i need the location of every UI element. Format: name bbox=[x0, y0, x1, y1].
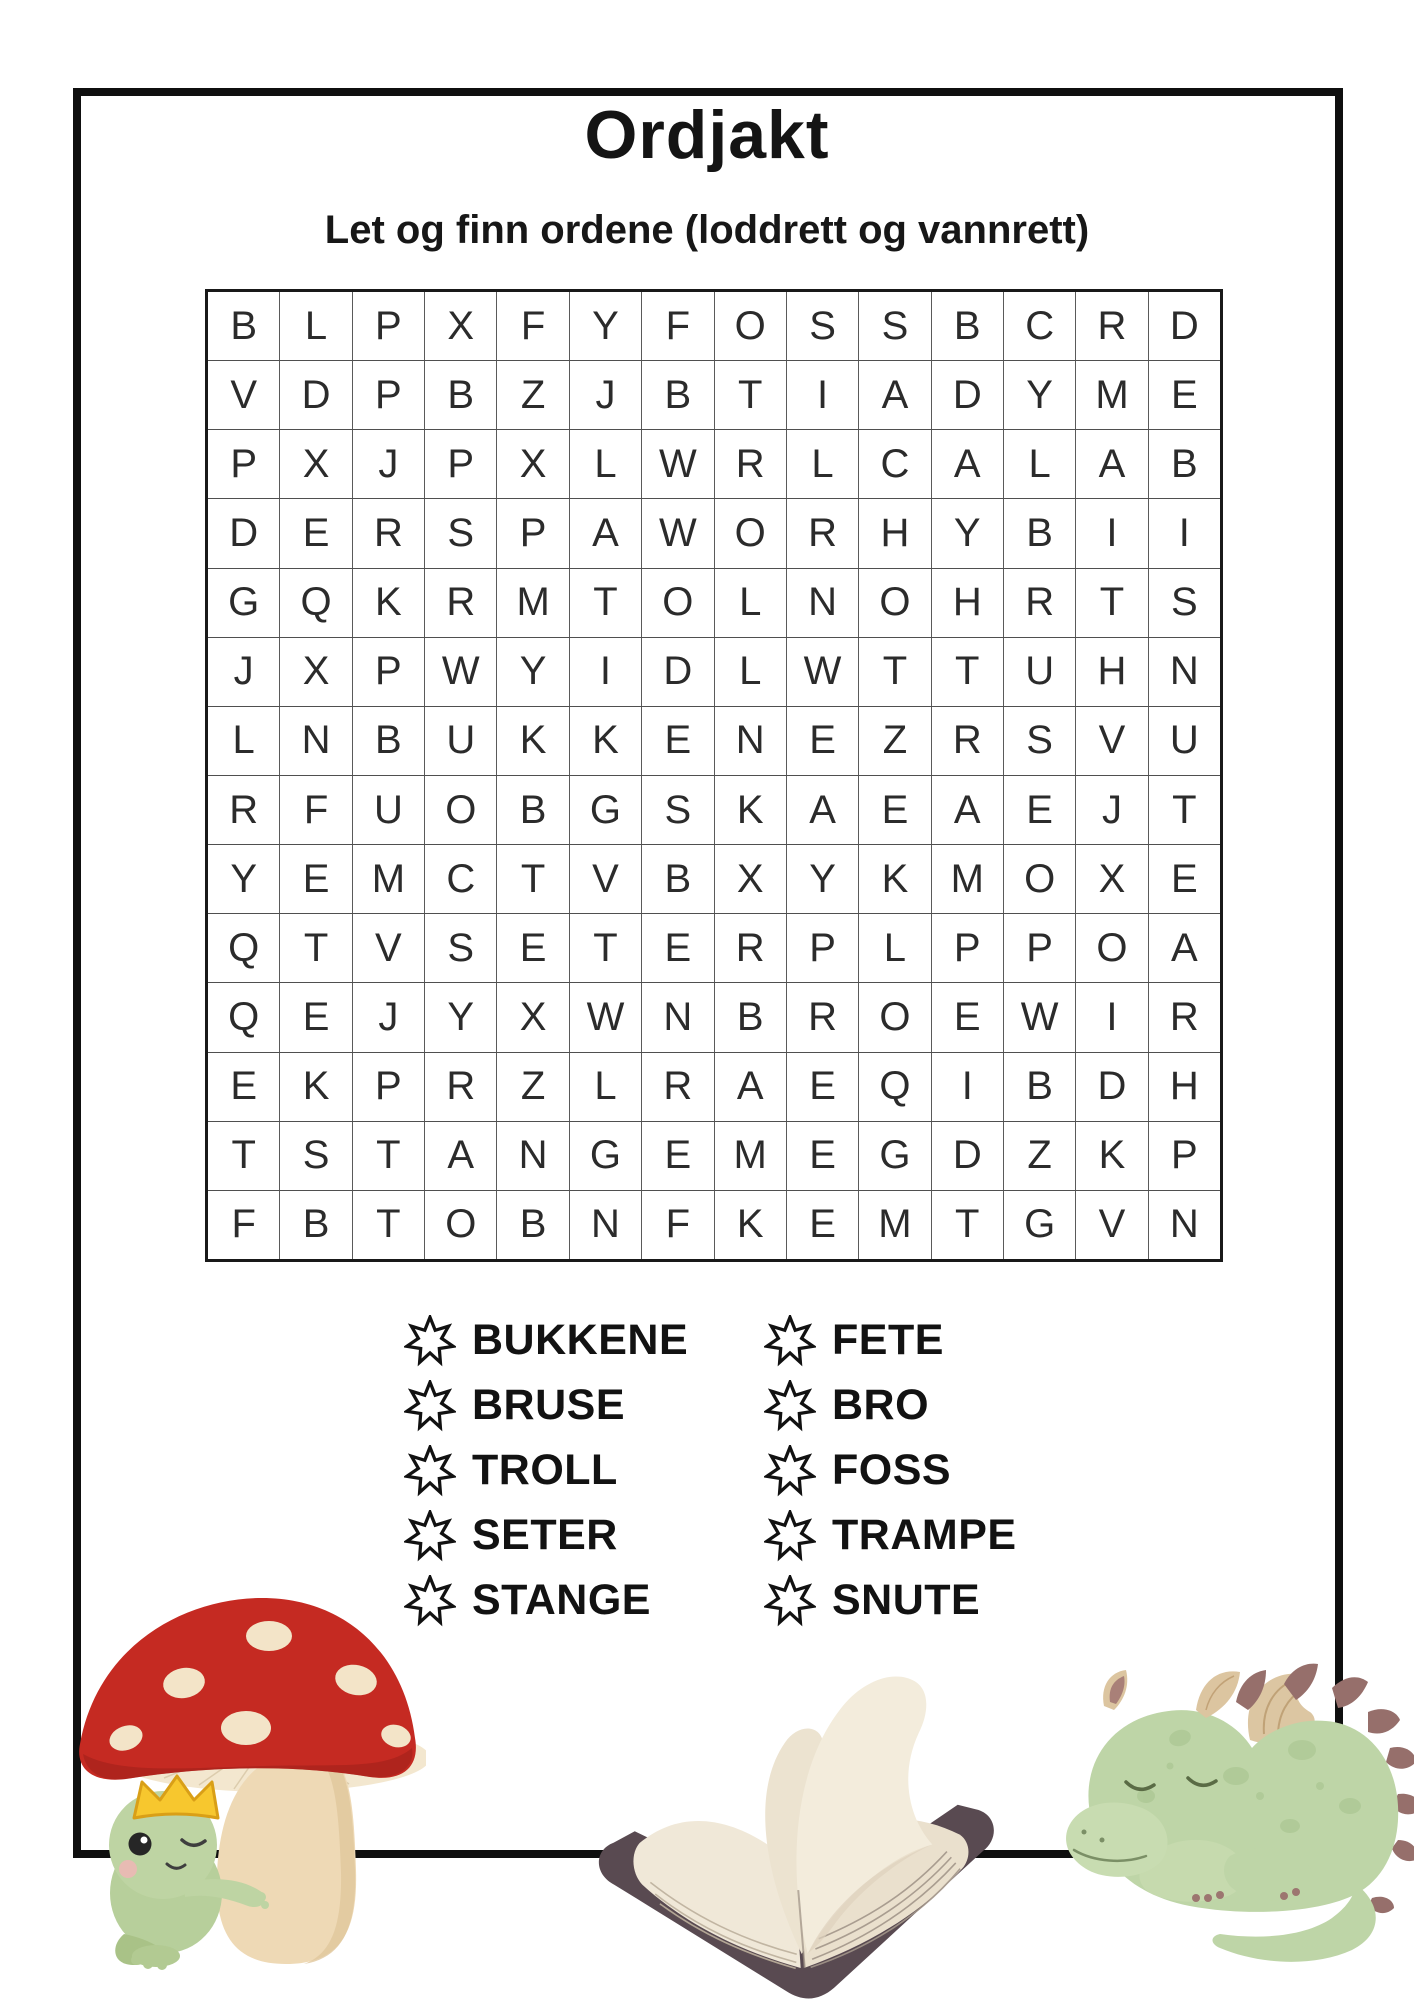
grid-cell: D bbox=[229, 510, 259, 555]
grid-cell: E bbox=[230, 1064, 258, 1109]
grid-cell: R bbox=[786, 499, 858, 567]
grid-cell: Y bbox=[1003, 361, 1075, 429]
grid-cell: Y bbox=[230, 856, 258, 901]
grid-cell: E bbox=[641, 914, 713, 982]
seven-pointed-star-icon bbox=[404, 1315, 456, 1367]
grid-cell: Y bbox=[569, 292, 641, 360]
grid-cell: H bbox=[858, 499, 930, 567]
grid-cell: E bbox=[858, 776, 930, 844]
grid-cell: S bbox=[641, 776, 713, 844]
grid-cell: E bbox=[786, 1053, 858, 1121]
page-subtitle: Let og finn ordene (loddrett og vannrett) bbox=[324, 208, 1090, 252]
grid-cell: X bbox=[279, 638, 351, 706]
grid-row bbox=[208, 637, 1220, 706]
grid-cell: L bbox=[1003, 430, 1075, 498]
grid-cell: T bbox=[352, 1191, 424, 1259]
grid-cell: E bbox=[279, 499, 351, 567]
grid-cell: K bbox=[352, 569, 424, 637]
grid-cell: B bbox=[352, 707, 424, 775]
grid-cell: S bbox=[279, 1122, 351, 1190]
grid-cell: A bbox=[931, 430, 1003, 498]
grid-cell: K bbox=[279, 1053, 351, 1121]
grid-cell: X bbox=[496, 430, 568, 498]
grid-cell: I bbox=[786, 361, 858, 429]
grid-cell: P bbox=[1148, 1122, 1220, 1190]
grid-cell: T bbox=[931, 638, 1003, 706]
grid-row bbox=[208, 844, 1220, 913]
grid-cell: B bbox=[424, 361, 496, 429]
grid-cell: R bbox=[1003, 569, 1075, 637]
grid-cell: A bbox=[1148, 914, 1220, 982]
grid-cell: A bbox=[714, 1053, 786, 1121]
grid-cell: F bbox=[231, 1202, 256, 1247]
grid-cell: G bbox=[228, 580, 260, 625]
grid-cell: O bbox=[424, 1191, 496, 1259]
grid-cell: E bbox=[641, 707, 713, 775]
word-list-left-column bbox=[404, 1308, 688, 1633]
grid-cell: P bbox=[1003, 914, 1075, 982]
grid-cell: K bbox=[569, 707, 641, 775]
grid-cell: T bbox=[569, 569, 641, 637]
grid-cell: W bbox=[569, 983, 641, 1051]
grid-cell: D bbox=[641, 638, 713, 706]
grid-row bbox=[208, 706, 1220, 775]
grid-cell: B bbox=[496, 776, 568, 844]
grid-cell: D bbox=[1075, 1053, 1147, 1121]
grid-cell: T bbox=[496, 845, 568, 913]
grid-cell: T bbox=[931, 1191, 1003, 1259]
grid-cell: M bbox=[1075, 361, 1147, 429]
grid-cell: H bbox=[931, 569, 1003, 637]
grid-cell: A bbox=[1075, 430, 1147, 498]
grid-cell: L bbox=[279, 292, 351, 360]
word-label: STANGE bbox=[472, 1576, 651, 1624]
grid-cell: J bbox=[569, 361, 641, 429]
grid-cell: N bbox=[786, 569, 858, 637]
grid-cell: M bbox=[714, 1122, 786, 1190]
word-list-item bbox=[764, 1503, 1017, 1568]
grid-row bbox=[208, 498, 1220, 567]
grid-cell: O bbox=[641, 569, 713, 637]
grid-cell: W bbox=[641, 499, 713, 567]
grid-cell: A bbox=[858, 361, 930, 429]
grid-row bbox=[208, 1190, 1220, 1259]
grid-row bbox=[208, 1121, 1220, 1190]
grid-cell: B bbox=[1148, 430, 1220, 498]
grid-cell: H bbox=[1075, 638, 1147, 706]
grid-cell: R bbox=[352, 499, 424, 567]
word-list-item bbox=[764, 1308, 1017, 1373]
grid-cell: F bbox=[641, 1191, 713, 1259]
grid-cell: H bbox=[1148, 1053, 1220, 1121]
grid-cell: O bbox=[714, 499, 786, 567]
grid-cell: B bbox=[641, 361, 713, 429]
grid-cell: P bbox=[352, 292, 424, 360]
grid-cell: W bbox=[1003, 983, 1075, 1051]
grid-cell: R bbox=[1075, 292, 1147, 360]
grid-cell: B bbox=[496, 1191, 568, 1259]
grid-cell: O bbox=[1003, 845, 1075, 913]
grid-cell: N bbox=[496, 1122, 568, 1190]
grid-cell: O bbox=[1075, 914, 1147, 982]
grid-cell: Q bbox=[858, 1053, 930, 1121]
word-list-item bbox=[764, 1438, 1017, 1503]
grid-cell: N bbox=[1148, 638, 1220, 706]
grid-cell: Y bbox=[496, 638, 568, 706]
grid-cell: G bbox=[569, 1122, 641, 1190]
grid-cell: M bbox=[931, 845, 1003, 913]
page-title: Ordjakt bbox=[584, 97, 830, 173]
word-list-item bbox=[404, 1373, 688, 1438]
seven-pointed-star-icon bbox=[764, 1575, 816, 1627]
grid-cell: B bbox=[714, 983, 786, 1051]
grid-cell: K bbox=[714, 1191, 786, 1259]
grid-cell: I bbox=[931, 1053, 1003, 1121]
grid-cell: T bbox=[352, 1122, 424, 1190]
grid-cell: W bbox=[641, 430, 713, 498]
grid-cell: E bbox=[931, 983, 1003, 1051]
grid-cell: A bbox=[786, 776, 858, 844]
grid-cell: R bbox=[424, 1053, 496, 1121]
grid-cell: Y bbox=[424, 983, 496, 1051]
grid-cell: T bbox=[279, 914, 351, 982]
grid-cell: A bbox=[931, 776, 1003, 844]
grid-cell: W bbox=[424, 638, 496, 706]
grid-cell: D bbox=[931, 361, 1003, 429]
grid-cell: K bbox=[496, 707, 568, 775]
grid-cell: N bbox=[279, 707, 351, 775]
grid-cell: S bbox=[858, 292, 930, 360]
grid-cell: V bbox=[1075, 707, 1147, 775]
grid-cell: Z bbox=[496, 361, 568, 429]
grid-cell: U bbox=[1148, 707, 1220, 775]
grid-cell: L bbox=[858, 914, 930, 982]
grid-cell: Y bbox=[931, 499, 1003, 567]
grid-cell: R bbox=[714, 430, 786, 498]
grid-cell: V bbox=[569, 845, 641, 913]
grid-row bbox=[208, 913, 1220, 982]
grid-cell: S bbox=[1003, 707, 1075, 775]
grid-cell: M bbox=[352, 845, 424, 913]
grid-cell: Q bbox=[279, 569, 351, 637]
word-list-item bbox=[404, 1438, 688, 1503]
grid-cell: R bbox=[931, 707, 1003, 775]
seven-pointed-star-icon bbox=[764, 1510, 816, 1562]
seven-pointed-star-icon bbox=[764, 1445, 816, 1497]
grid-cell: B bbox=[230, 303, 258, 348]
grid-cell: J bbox=[352, 983, 424, 1051]
grid-cell: R bbox=[641, 1053, 713, 1121]
grid-cell: K bbox=[858, 845, 930, 913]
grid-cell: X bbox=[496, 983, 568, 1051]
grid-cell: Z bbox=[858, 707, 930, 775]
word-label: SNUTE bbox=[832, 1576, 981, 1624]
grid-cell: T bbox=[714, 361, 786, 429]
grid-cell: B bbox=[1003, 499, 1075, 567]
word-label: FOSS bbox=[832, 1446, 952, 1494]
word-label: SETER bbox=[472, 1511, 618, 1559]
grid-cell: A bbox=[569, 499, 641, 567]
grid-cell: A bbox=[424, 1122, 496, 1190]
grid-cell: L bbox=[714, 569, 786, 637]
grid-cell: P bbox=[352, 361, 424, 429]
word-label: BRUSE bbox=[472, 1381, 626, 1429]
grid-cell: N bbox=[569, 1191, 641, 1259]
grid-cell: M bbox=[858, 1191, 930, 1259]
grid-cell: G bbox=[569, 776, 641, 844]
grid-cell: F bbox=[641, 292, 713, 360]
grid-row bbox=[208, 292, 1220, 360]
grid-row bbox=[208, 568, 1220, 637]
grid-cell: E bbox=[1003, 776, 1075, 844]
grid-cell: S bbox=[424, 499, 496, 567]
grid-cell: D bbox=[931, 1122, 1003, 1190]
grid-cell: X bbox=[1075, 845, 1147, 913]
word-label: TRAMPE bbox=[832, 1511, 1017, 1559]
grid-cell: E bbox=[786, 707, 858, 775]
word-list-right-column bbox=[764, 1308, 1017, 1633]
grid-cell: N bbox=[714, 707, 786, 775]
grid-cell: T bbox=[569, 914, 641, 982]
grid-cell: I bbox=[1075, 499, 1147, 567]
grid-cell: L bbox=[232, 718, 255, 763]
grid-cell: S bbox=[424, 914, 496, 982]
grid-cell: C bbox=[1003, 292, 1075, 360]
grid-cell: E bbox=[279, 845, 351, 913]
grid-cell: O bbox=[424, 776, 496, 844]
grid-cell: X bbox=[279, 430, 351, 498]
word-label: TROLL bbox=[472, 1446, 618, 1494]
grid-cell: O bbox=[714, 292, 786, 360]
grid-cell: I bbox=[1075, 983, 1147, 1051]
grid-cell: W bbox=[786, 638, 858, 706]
grid-cell: L bbox=[569, 430, 641, 498]
grid-cell: S bbox=[786, 292, 858, 360]
grid-cell: U bbox=[352, 776, 424, 844]
word-label: FETE bbox=[832, 1316, 944, 1364]
grid-cell: F bbox=[496, 292, 568, 360]
seven-pointed-star-icon bbox=[404, 1445, 456, 1497]
grid-cell: C bbox=[858, 430, 930, 498]
grid-cell: L bbox=[569, 1053, 641, 1121]
grid-cell: P bbox=[352, 638, 424, 706]
grid-cell: P bbox=[931, 914, 1003, 982]
grid-cell: E bbox=[786, 1122, 858, 1190]
grid-cell: L bbox=[714, 638, 786, 706]
word-search-grid bbox=[205, 289, 1223, 1262]
grid-cell: E bbox=[641, 1122, 713, 1190]
grid-cell: E bbox=[1148, 361, 1220, 429]
grid-cell: T bbox=[858, 638, 930, 706]
seven-pointed-star-icon bbox=[764, 1315, 816, 1367]
grid-cell: V bbox=[352, 914, 424, 982]
grid-cell: P bbox=[230, 441, 258, 486]
grid-cell: X bbox=[424, 292, 496, 360]
grid-cell: R bbox=[1148, 983, 1220, 1051]
mushroom-frog-illustration bbox=[64, 1588, 426, 1970]
grid-cell: E bbox=[496, 914, 568, 982]
grid-row bbox=[208, 429, 1220, 498]
grid-cell: U bbox=[424, 707, 496, 775]
grid-cell: T bbox=[1148, 776, 1220, 844]
grid-cell: J bbox=[352, 430, 424, 498]
grid-cell: B bbox=[641, 845, 713, 913]
grid-cell: X bbox=[714, 845, 786, 913]
grid-cell: V bbox=[230, 372, 258, 417]
grid-cell: J bbox=[1075, 776, 1147, 844]
grid-cell: R bbox=[786, 983, 858, 1051]
grid-cell: P bbox=[352, 1053, 424, 1121]
seven-pointed-star-icon bbox=[404, 1510, 456, 1562]
grid-cell: I bbox=[1148, 499, 1220, 567]
grid-cell: G bbox=[1003, 1191, 1075, 1259]
grid-cell: P bbox=[424, 430, 496, 498]
grid-cell: M bbox=[496, 569, 568, 637]
grid-cell: G bbox=[858, 1122, 930, 1190]
open-book-illustration bbox=[580, 1622, 1016, 2000]
grid-cell: K bbox=[1075, 1122, 1147, 1190]
grid-cell: R bbox=[424, 569, 496, 637]
grid-cell: L bbox=[786, 430, 858, 498]
grid-cell: Z bbox=[496, 1053, 568, 1121]
grid-row bbox=[208, 982, 1220, 1051]
word-list-item bbox=[404, 1308, 688, 1373]
grid-cell: O bbox=[858, 569, 930, 637]
grid-row bbox=[208, 360, 1220, 429]
grid-cell: S bbox=[1148, 569, 1220, 637]
grid-cell: V bbox=[1075, 1191, 1147, 1259]
grid-cell: E bbox=[786, 1191, 858, 1259]
grid-cell: R bbox=[714, 914, 786, 982]
grid-cell: F bbox=[279, 776, 351, 844]
grid-cell: T bbox=[1075, 569, 1147, 637]
grid-cell: D bbox=[279, 361, 351, 429]
grid-cell: B bbox=[931, 292, 1003, 360]
grid-cell: Q bbox=[228, 925, 260, 970]
grid-cell: Q bbox=[228, 994, 260, 1039]
grid-cell: O bbox=[858, 983, 930, 1051]
word-list-item bbox=[404, 1503, 688, 1568]
seven-pointed-star-icon bbox=[764, 1380, 816, 1432]
grid-cell: N bbox=[1148, 1191, 1220, 1259]
word-label: BRO bbox=[832, 1381, 930, 1429]
grid-cell: Z bbox=[1003, 1122, 1075, 1190]
grid-cell: N bbox=[641, 983, 713, 1051]
grid-cell: C bbox=[424, 845, 496, 913]
grid-cell: D bbox=[1148, 292, 1220, 360]
grid-cell: K bbox=[714, 776, 786, 844]
grid-cell: Y bbox=[786, 845, 858, 913]
grid-cell: E bbox=[1148, 845, 1220, 913]
grid-row bbox=[208, 775, 1220, 844]
grid-cell: R bbox=[229, 787, 259, 832]
grid-cell: T bbox=[231, 1133, 256, 1178]
grid-cell: P bbox=[786, 914, 858, 982]
grid-row bbox=[208, 1052, 1220, 1121]
grid-cell: B bbox=[1003, 1053, 1075, 1121]
word-label: BUKKENE bbox=[472, 1316, 689, 1364]
word-list-item bbox=[764, 1373, 1017, 1438]
grid-cell: B bbox=[279, 1191, 351, 1259]
grid-cell: P bbox=[496, 499, 568, 567]
grid-cell: I bbox=[569, 638, 641, 706]
grid-cell: U bbox=[1003, 638, 1075, 706]
seven-pointed-star-icon bbox=[404, 1380, 456, 1432]
grid-cell: J bbox=[233, 649, 254, 694]
sleeping-dragon-illustration bbox=[1050, 1646, 1414, 1990]
grid-cell: E bbox=[279, 983, 351, 1051]
